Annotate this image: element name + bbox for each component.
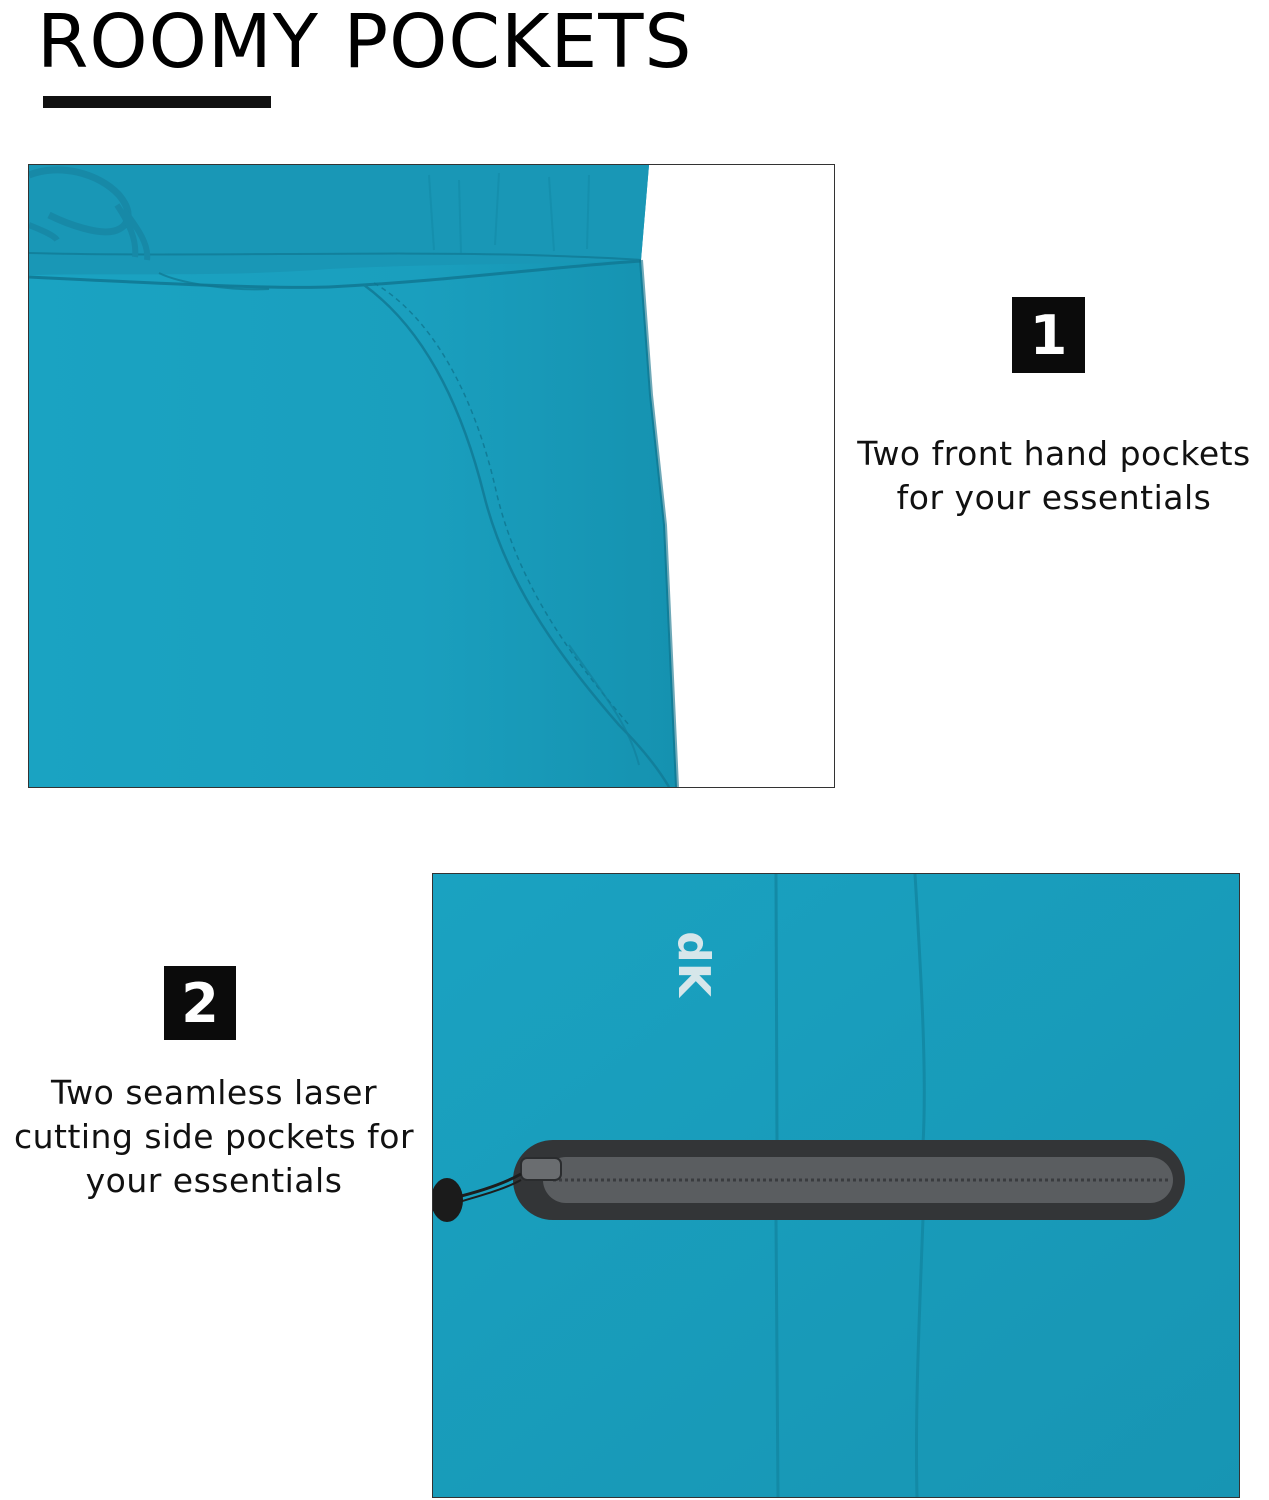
brand-logo (668, 931, 719, 998)
badge-number-2: 2 (164, 966, 236, 1040)
page-title: ROOMY POCKETS (37, 0, 693, 85)
caption-line: cutting side pockets for (13, 1117, 415, 1156)
caption-line: Two front hand pockets (857, 434, 1251, 473)
front-pocket-caption (840, 432, 1268, 520)
badge-number-1: 1 (1012, 297, 1085, 373)
front-pocket-image (28, 164, 835, 788)
caption-line: your essentials (85, 1161, 343, 1200)
caption-line: for your essentials (896, 478, 1212, 517)
title-underline (43, 96, 271, 108)
side-pocket-caption (0, 1071, 428, 1203)
side-pocket-image (432, 873, 1240, 1498)
brand-logo-text: dK (668, 931, 719, 997)
caption-line: Two seamless laser (50, 1073, 378, 1112)
